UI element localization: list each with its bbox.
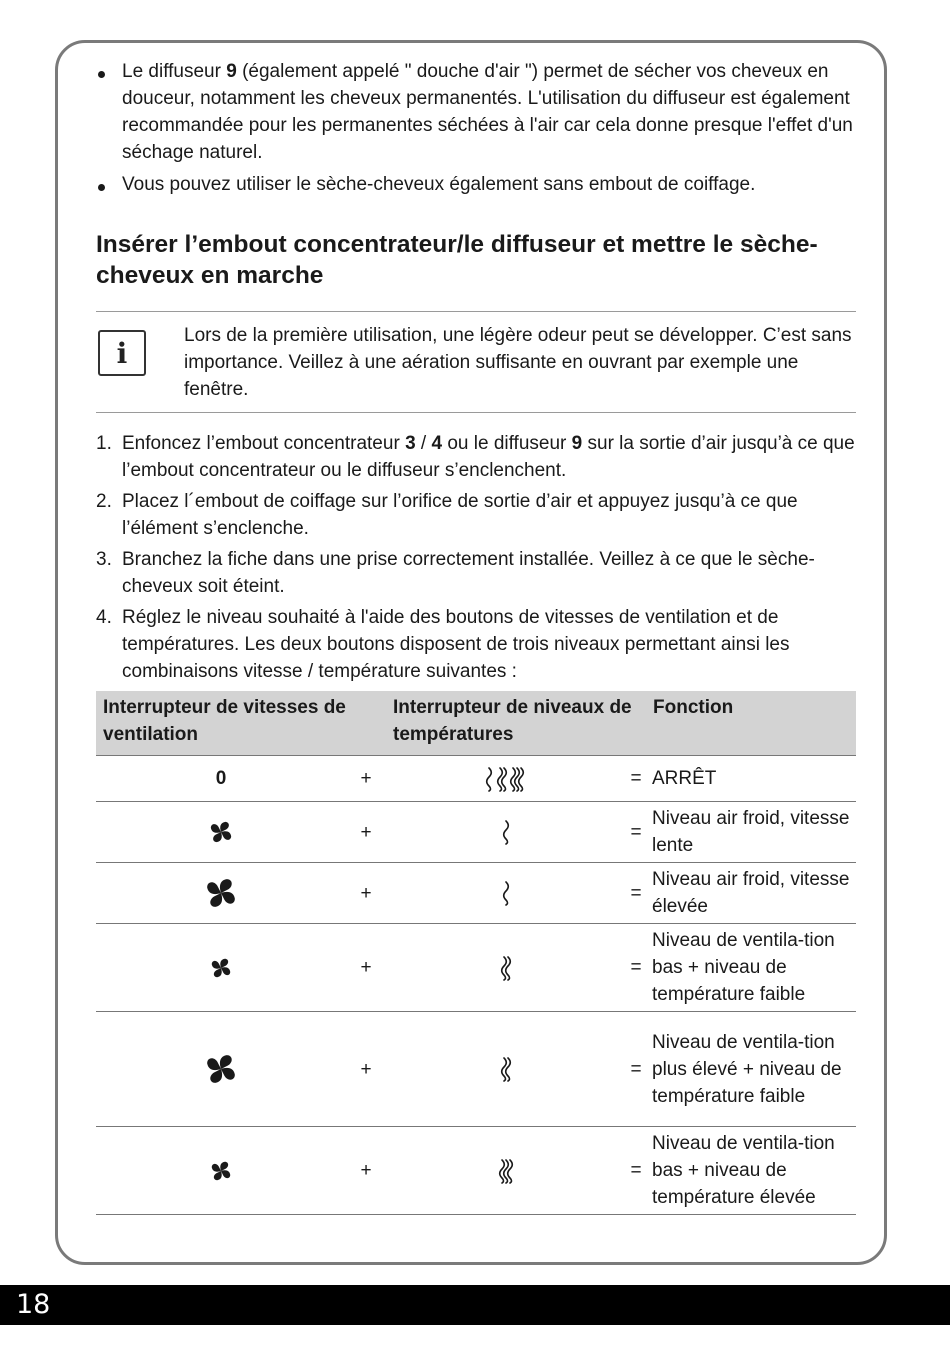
speed-cell <box>96 756 346 802</box>
info-note <box>96 311 856 413</box>
settings-table <box>96 691 856 1215</box>
step-item <box>96 546 856 600</box>
function-cell: ARRÊT <box>646 756 856 802</box>
table-row <box>96 863 856 924</box>
equals-sign: = <box>626 1012 646 1127</box>
content <box>96 58 856 689</box>
plus-sign: + <box>346 1012 386 1127</box>
table-row <box>96 756 856 802</box>
step-text: Branchez la fiche dans une prise correctement installée. Veillez à ce que le sèche-cheveux soit éteint. <box>122 549 815 597</box>
header-function: Fonction <box>646 691 856 756</box>
speed-cell <box>96 924 346 1012</box>
plus-sign: + <box>346 924 386 1012</box>
table-row <box>96 1127 856 1215</box>
step-number: 2. <box>96 491 112 512</box>
footer-bar <box>0 1285 950 1325</box>
heat-all-levels-icon <box>484 765 528 793</box>
step-item <box>96 604 856 685</box>
bullet-item <box>96 171 856 198</box>
plus-sign: + <box>346 802 386 863</box>
table-row <box>96 924 856 1012</box>
temperature-cell <box>386 863 626 924</box>
step-list <box>96 430 856 685</box>
function-cell: Niveau de ventila-tion bas + niveau de température élevée <box>646 1127 856 1215</box>
function-cell: Niveau air froid, vitesse élevée <box>646 863 856 924</box>
speed-cell <box>96 1012 346 1127</box>
heat-level-2-icon <box>498 954 514 982</box>
function-cell: Niveau air froid, vitesse lente <box>646 802 856 863</box>
plus-sign: + <box>346 863 386 924</box>
table-row <box>96 1012 856 1127</box>
function-cell: Niveau de ventila-tion plus élevé + niveau de température faible <box>646 1012 856 1127</box>
temperature-cell <box>386 756 626 802</box>
step-number: 1. <box>96 433 112 454</box>
info-icon: i <box>98 330 146 376</box>
fan-large-icon <box>206 1054 236 1084</box>
step-text: Enfoncez l’embout concentrateur 3 / 4 ou le diffuseur 9 sur la sortie d’air jusqu’à ce que l’embout concentrateur ou le diffuseur s’enclenchent. <box>122 433 855 481</box>
step-number: 3. <box>96 549 112 570</box>
step-text: Réglez le niveau souhaité à l'aide des boutons de vitesses de ventilation et de températures. Les deux boutons disposent de trois niveaux permettant ainsi les combinaisons vitesse / température suivantes : <box>122 607 790 682</box>
step-item <box>96 488 856 542</box>
header-speed: Interrupteur de vitesses de ventilation <box>96 691 386 756</box>
speed-cell <box>96 1127 346 1215</box>
step-item <box>96 430 856 484</box>
bullet-text: (également appelé " douche d'air ") permet de sécher vos cheveux en douceur, notamment les cheveux permanentés. L'utilisation du diffuseur est également recommandée pour les permanentes séchées à l'air car cela donne presque l'effet d'un séchage naturel. <box>122 61 853 163</box>
fan-small-icon <box>210 821 232 843</box>
heat-level-1-icon <box>499 818 513 846</box>
temperature-cell <box>386 924 626 1012</box>
table-header-row <box>96 691 856 756</box>
heat-level-2-icon <box>498 1055 514 1083</box>
heat-level-1-icon <box>499 879 513 907</box>
bullet-text: Le diffuseur <box>122 61 227 82</box>
bullet-item <box>96 58 856 166</box>
step-text: Placez l´embout de coiffage sur l’orifice de sortie d’air et appuyez jusqu’à ce que l’élément s’enclenche. <box>122 491 798 539</box>
equals-sign: = <box>626 802 646 863</box>
equals-sign: = <box>626 863 646 924</box>
speed-cell <box>96 802 346 863</box>
speed-off-label: 0 <box>215 768 227 789</box>
step-number: 4. <box>96 607 112 628</box>
bullet-bold: 9 <box>226 61 237 82</box>
equals-sign: = <box>626 1127 646 1215</box>
speed-cell <box>96 863 346 924</box>
fan-small-icon <box>211 1161 231 1181</box>
equals-sign: = <box>626 756 646 802</box>
fan-small-icon <box>211 958 231 978</box>
bullet-text: Vous pouvez utiliser le sèche-cheveux également sans embout de coiffage. <box>122 174 756 195</box>
header-temperature: Interrupteur de niveaux de températures <box>386 691 646 756</box>
temperature-cell <box>386 1012 626 1127</box>
equals-sign: = <box>626 924 646 1012</box>
note-text: Lors de la première utilisation, une légère odeur peut se développer. C’est sans importance. Veillez à une aération suffisante en ouvrant par exemple une fenêtre. <box>184 325 852 400</box>
function-cell: Niveau de ventila-tion bas + niveau de température faible <box>646 924 856 1012</box>
temperature-cell <box>386 1127 626 1215</box>
fan-large-icon <box>206 878 236 908</box>
heat-level-3-icon <box>496 1157 516 1185</box>
plus-sign: + <box>346 1127 386 1215</box>
temperature-cell <box>386 802 626 863</box>
bullet-list <box>96 58 856 198</box>
table-row <box>96 802 856 863</box>
plus-sign: + <box>346 756 386 802</box>
page-number: 18 <box>16 1289 51 1320</box>
section-heading: Insérer l’embout concentrateur/le diffuseur et mettre le sèche-cheveux en marche <box>96 231 818 289</box>
